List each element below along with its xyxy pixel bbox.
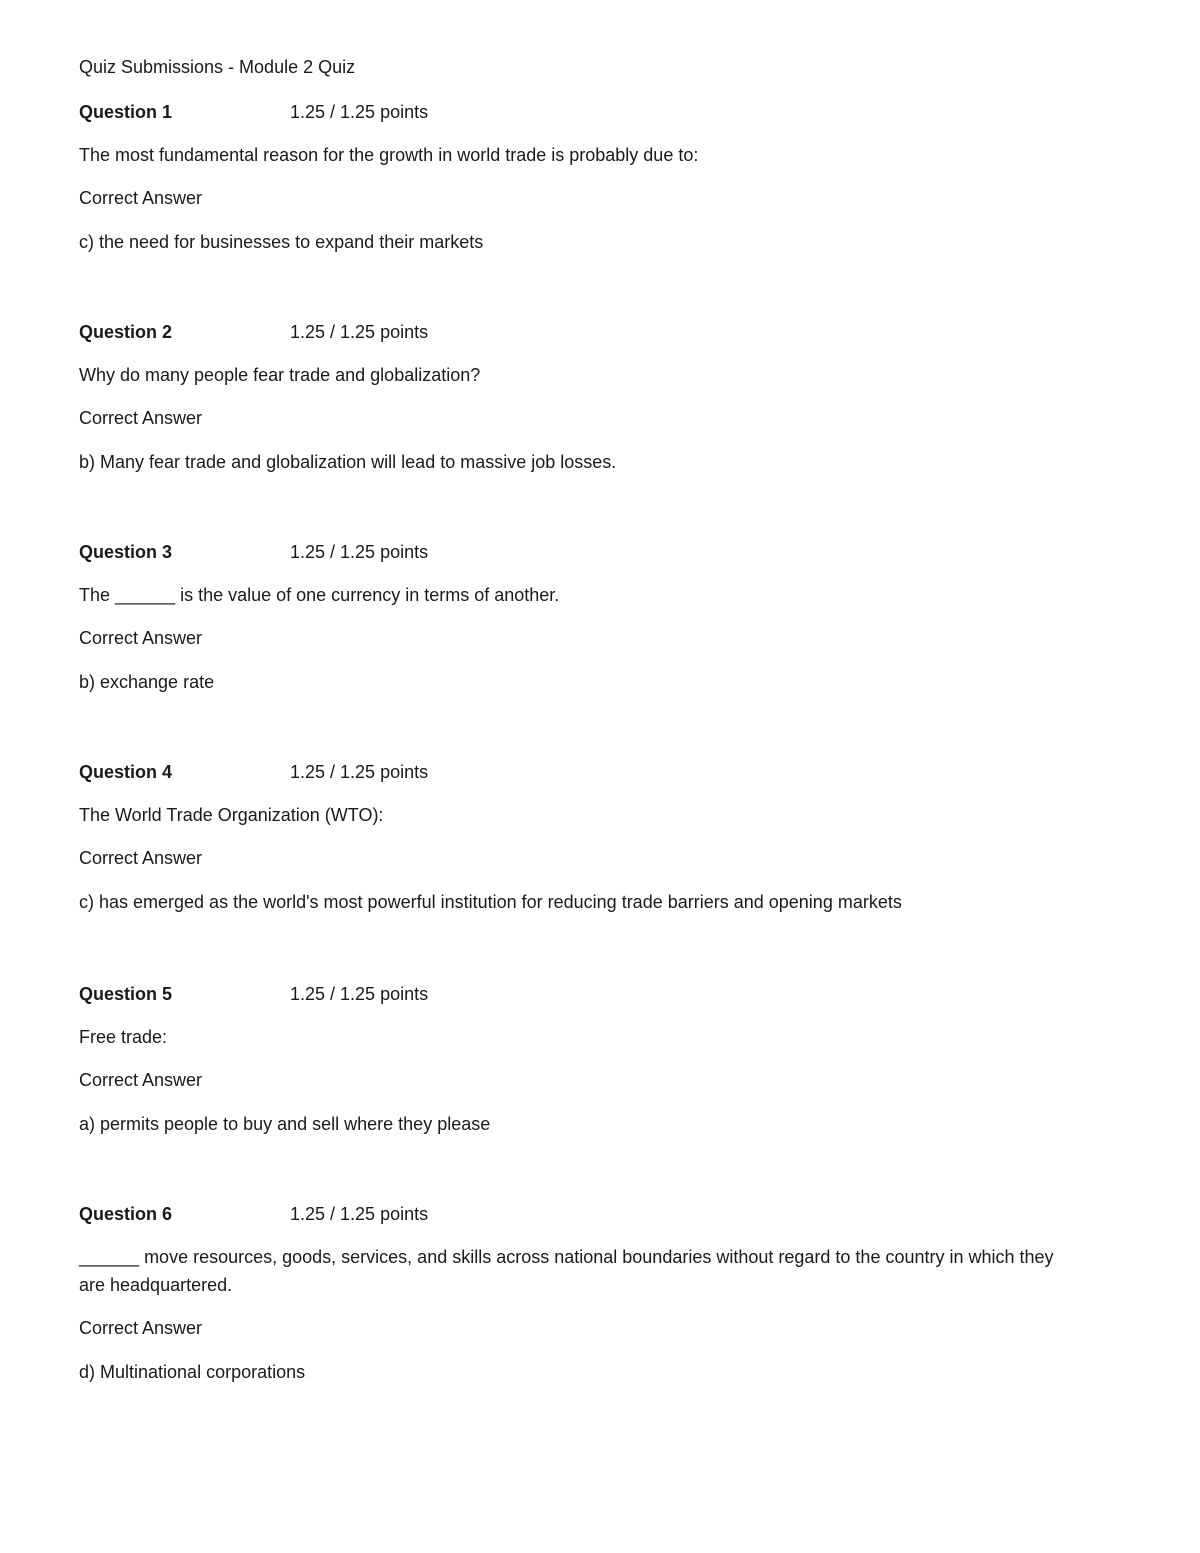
- question-label: Question 4: [79, 762, 173, 782]
- question-prompt: The ______ is the value of one currency in terms of another.: [79, 585, 560, 605]
- question-header: [79, 983, 1059, 1005]
- question-label: Question 3: [79, 542, 173, 562]
- correct-answer-text: d) Multinational corporations: [79, 1362, 306, 1382]
- document-title: Quiz Submissions - Module 2 Quiz: [79, 57, 356, 77]
- question-label: Question 5: [79, 984, 173, 1004]
- question-score: 1.25 / 1.25 points: [290, 984, 429, 1004]
- question-label: Question 2: [79, 322, 173, 342]
- correct-answer-label: Correct Answer: [79, 628, 203, 648]
- question-header: [79, 321, 1059, 343]
- question-prompt: Why do many people fear trade and globalization?: [79, 365, 481, 385]
- question-label: Question 1: [79, 102, 173, 122]
- question-block: [79, 321, 1059, 473]
- question-score: 1.25 / 1.25 points: [290, 102, 429, 122]
- question-block: [79, 101, 1059, 253]
- question-header: [79, 1203, 1059, 1225]
- correct-answer-text: b) Many fear trade and globalization will lead to massive job losses.: [79, 452, 617, 472]
- question-block: [79, 541, 1059, 693]
- correct-answer-label: Correct Answer: [79, 1318, 203, 1338]
- question-prompt: The most fundamental reason for the growth in world trade is probably due to:: [79, 145, 699, 165]
- question-prompt: ______ move resources, goods, services, and skills across national boundaries without regard to the country in which they are headquartered.: [79, 1247, 1054, 1295]
- correct-answer-text: b) exchange rate: [79, 672, 215, 692]
- question-score: 1.25 / 1.25 points: [290, 1204, 429, 1224]
- correct-answer-label: Correct Answer: [79, 408, 203, 428]
- question-label: Question 6: [79, 1204, 173, 1224]
- question-header: [79, 761, 1059, 783]
- correct-answer-label: Correct Answer: [79, 848, 203, 868]
- question-score: 1.25 / 1.25 points: [290, 542, 429, 562]
- correct-answer-text: c) has emerged as the world's most powerful institution for reducing trade barriers and opening markets: [79, 892, 902, 912]
- correct-answer-text: a) permits people to buy and sell where they please: [79, 1114, 491, 1134]
- question-prompt: Free trade:: [79, 1027, 168, 1047]
- question-block: [79, 983, 1059, 1135]
- correct-answer-label: Correct Answer: [79, 188, 203, 208]
- question-block: [79, 761, 1059, 913]
- question-score: 1.25 / 1.25 points: [290, 762, 429, 782]
- question-header: [79, 101, 1059, 123]
- question-score: 1.25 / 1.25 points: [290, 322, 429, 342]
- correct-answer-text: c) the need for businesses to expand their markets: [79, 232, 484, 252]
- correct-answer-label: Correct Answer: [79, 1070, 203, 1090]
- question-prompt: The World Trade Organization (WTO):: [79, 805, 384, 825]
- question-header: [79, 541, 1059, 563]
- question-block: [79, 1203, 1059, 1383]
